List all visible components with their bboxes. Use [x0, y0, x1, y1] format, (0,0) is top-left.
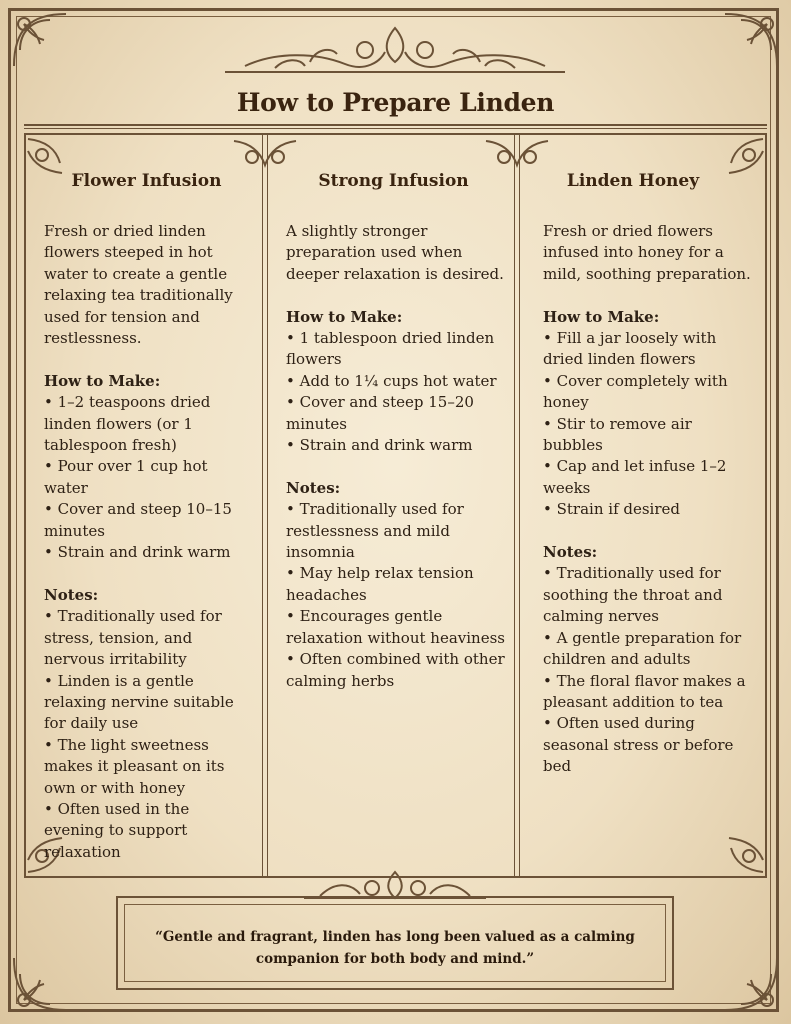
column-description: A slightly stronger preparation used when deeper relaxation is desired. [286, 222, 504, 283]
closing-quote: “Gentle and fragrant, linden has long been valued as a calming companion for both body and mind.” [155, 929, 635, 967]
list-item: • A gentle preparation for children and adults [543, 628, 753, 671]
list-item: • 1 tablespoon dried linden flowers [286, 328, 506, 371]
list-item: • Strain if desired [543, 499, 753, 520]
list-item: • Often combined with other calming herbs [286, 649, 506, 692]
column-divider [514, 133, 520, 878]
steps-list [286, 328, 506, 456]
list-item: • Stir to remove air bubbles [543, 414, 753, 457]
column-divider [262, 133, 268, 878]
column-heading: Flower Infusion [71, 171, 222, 191]
column-flower-infusion [44, 168, 249, 863]
baroque-scroll-ornament-icon [300, 868, 490, 908]
list-item: • Often used in the evening to support relaxation [44, 799, 249, 863]
list-item: • Encourages gentle relaxation without heaviness [286, 606, 506, 649]
list-item: • Often used during seasonal stress or before bed [543, 713, 753, 777]
how-to-make-label: How to Make: [44, 371, 161, 390]
list-item: • Pour over 1 cup hot water [44, 456, 249, 499]
list-item: • Cover and steep 15–20 minutes [286, 392, 506, 435]
scroll-flourish-icon [695, 832, 765, 876]
corner-scroll-ornament-icon [10, 954, 70, 1014]
list-item: • Strain and drink warm [286, 435, 506, 456]
notes-list [286, 499, 506, 692]
title-divider [24, 124, 767, 129]
list-item: • 1–2 teaspoons dried linden flowers (or 1 tablespoon fresh) [44, 392, 249, 456]
list-item: • Traditionally used for stress, tension, and nervous irritability [44, 606, 249, 670]
list-item: • Strain and drink warm [44, 542, 249, 563]
steps-list [44, 392, 249, 563]
column-heading: Linden Honey [566, 171, 700, 191]
list-item: • Cover completely with honey [543, 371, 753, 414]
notes-label: Notes: [44, 585, 99, 604]
how-to-make-label: How to Make: [543, 307, 660, 326]
list-item: • Linden is a gentle relaxing nervine suitable for daily use [44, 671, 249, 735]
list-item: • The light sweetness makes it pleasant on its own or with honey [44, 735, 249, 799]
corner-scroll-ornament-icon [721, 954, 781, 1014]
column-heading: Strong Infusion [318, 171, 469, 191]
list-item: • Cap and let infuse 1–2 weeks [543, 456, 753, 499]
notes-label: Notes: [543, 543, 598, 562]
column-description: Fresh or dried linden flowers steeped in hot water to create a gentle relaxing tea traditionally used for tension and restlessness. [44, 222, 233, 348]
list-item: • Traditionally used for soothing the throat and calming nerves [543, 563, 753, 627]
corner-scroll-ornament-icon [10, 10, 70, 70]
notes-label: Notes: [286, 478, 341, 497]
column-strong-infusion [286, 168, 506, 692]
baroque-scroll-ornament-icon [215, 22, 575, 84]
how-to-make-label: How to Make: [286, 307, 403, 326]
list-item: • Cover and steep 10–15 minutes [44, 499, 249, 542]
list-item: • Fill a jar loosely with dried linden flowers [543, 328, 753, 371]
corner-scroll-ornament-icon [721, 10, 781, 70]
list-item: • Traditionally used for restlessness and mild insomnia [286, 499, 506, 563]
notes-list [543, 563, 753, 777]
page-title: How to Prepare Linden [236, 88, 555, 117]
list-item: • Add to 1¼ cups hot water [286, 371, 506, 392]
list-item: • The floral flavor makes a pleasant addition to tea [543, 671, 753, 714]
column-linden-honey [543, 168, 753, 778]
notes-list [44, 606, 249, 863]
column-description: Fresh or dried flowers infused into honey for a mild, soothing preparation. [543, 222, 751, 283]
steps-list [543, 328, 753, 521]
list-item: • May help relax tension headaches [286, 563, 506, 606]
